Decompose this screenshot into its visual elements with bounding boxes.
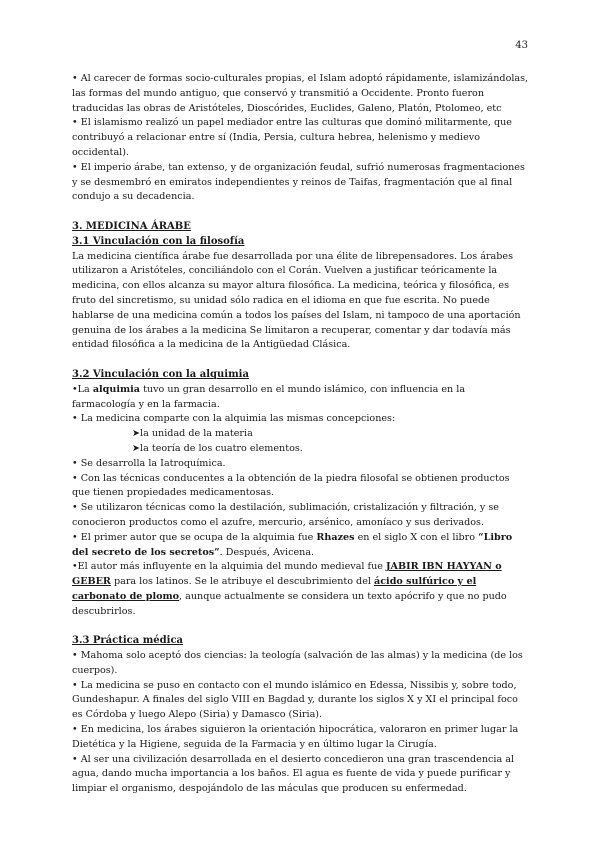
bullet: • La medicina comparte con la alquimia las mismas concepciones:: [72, 413, 396, 425]
section-heading: 3. MEDICINA ÁRABE: [72, 220, 191, 232]
bullet: •El autor más influyente en la alquimia del mundo medieval fue JABIR IBN HAYYAN o GEBER para los latinos. Se le atribuye el descubrimiento del ácido sulfúrico y el carbonato de plomo, aunque actualmente se considera un texto apócrifo y que no pudo descubrirlos.: [72, 561, 507, 617]
page-number: 43: [515, 40, 528, 51]
bullet: • Mahoma solo aceptó dos ciencias: la teología (salvación de las almas) y la medicina (de los cuerpos).: [72, 650, 523, 676]
page-content: [72, 72, 530, 797]
sub-bullet: ➤la unidad de la materia: [132, 428, 253, 440]
bullet: • Se utilizaron técnicas como la destilación, sublimación, cristalización y filtración, y se conocieron productos como el azufre, mercurio, arsénico, amoníaco y sus derivados.: [72, 502, 499, 528]
sub-bullet: ➤la teoría de los cuatro elementos.: [132, 442, 303, 454]
subsection-heading: 3.2 Vinculación con la alquimia: [72, 368, 249, 380]
subsection-heading: 3.1 Vinculación con la filosofía: [72, 235, 245, 247]
intro-bullet: • Al carecer de formas socio-culturales propias, el Islam adoptó rápidamente, islamizándolas, las formas del mundo antiguo, que conservó y transmitió a Occidente. Pronto fueron traducidas las obras de Aristóteles, Dioscórides, Euclides, Galeno, Platón, Ptolomeo, etc: [72, 73, 529, 114]
bullet: • Con las técnicas conducentes a la obtención de la piedra filosofal se obtienen productos que tienen propiedades medicamentosas.: [72, 472, 510, 499]
bullet: • Al ser una civilización desarrollada en el desierto concedieron una gran trascendencia al agua, dando mucha importancia a los baños. El agua es fuente de vida y puede purificar y limpiar el organismo, despojándolo de las máculas que producen su enfermedad.: [72, 753, 515, 795]
bullet: •La alquimia tuvo un gran desarrollo en el mundo islámico, con influencia en la farmacología y en la farmacia.: [72, 383, 466, 410]
bullet: • En medicina, los árabes siguieron la orientación hipocrática, valoraron en primer lugar la Dietética y la Higiene, seguida de la Farmacia y en último lugar la Cirugía.: [72, 724, 519, 750]
intro-bullet: • El islamismo realizó un papel mediador entre las culturas que dominó militarmente, que contribuyó a relacionar entre sí (India, Persia, cultura hebrea, helenismo y medievo occidental).: [72, 117, 512, 158]
bullet: • Se desarrolla la Iatroquímica.: [72, 457, 226, 469]
subsection-heading: 3.3 Práctica médica: [72, 635, 184, 647]
bullet: • La medicina se puso en contacto con el mundo islámico en Edessa, Nissibis y, sobre todo, Gundeshapur. A finales del siglo VIII en Bagdad y, durante los siglos X y XI el principal foco es Córdoba y luego Alepo (Siria) y Damasco (Siria).: [72, 679, 518, 721]
intro-bullet: • El imperio árabe, tan extenso, y de organización feudal, sufrió numerosas fragmentaciones y se desmembró en emiratos independientes y reinos de Taifas, fragmentación que al final condujo a su decadencia.: [72, 161, 525, 203]
bullet: • El primer autor que se ocupa de la alquimia fue Rhazes en el siglo X con el libro “Libro del secreto de los secretos”. Después, Avicena.: [72, 531, 513, 558]
paragraph: La medicina científica árabe fue desarrollada por una élite de librepensadores. Los árabes utilizaron a Aristóteles, conciliándolo con el Corán. Vuelven a justificar teóricamente la medicina, con ellos alcanza su mayor altura filosófica. La medicina, teórica y filosófica, es fruto del sincretismo, su unidad sólo radica en el idioma en que fue escrita. No puede hablarse de una medicina común a todos los países del Islam, ni tampoco de una aportación genuina de los árabes a la medicina Se limitaron a recuperar, comentar y dar todavía más entidad filosófica a la medicina de la Antigüedad Clásica.: [72, 250, 521, 351]
